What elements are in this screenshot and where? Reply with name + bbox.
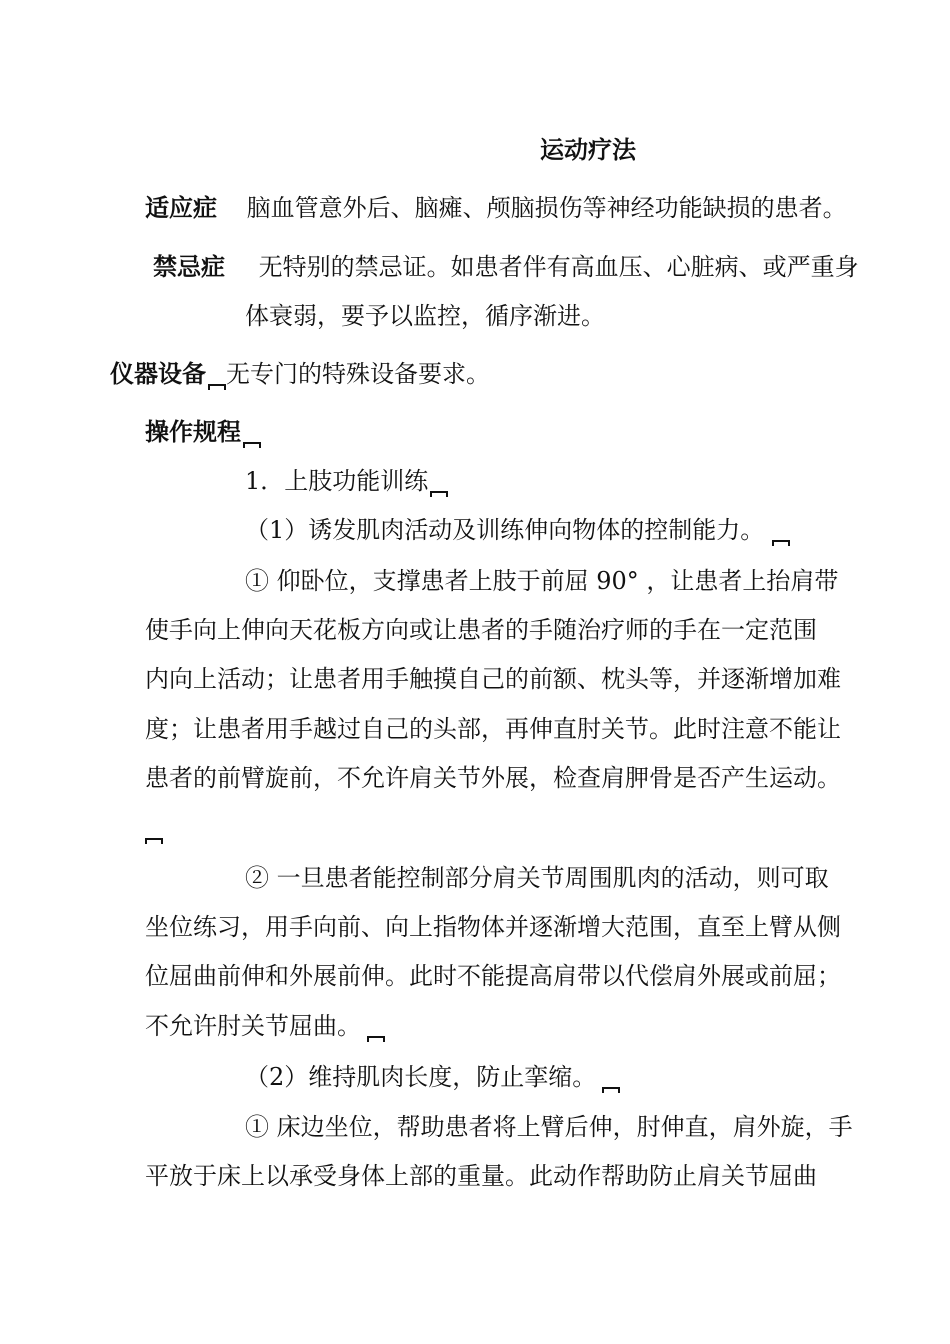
equipment-label: 仪器设备 [110,360,206,388]
item2-line: 位屈曲前伸和外展前伸。此时不能提高肩带以代偿肩外展或前屈； [145,962,841,990]
paragraph-mark-icon [145,838,163,844]
contraindications-text-cont: 体衰弱，要予以监控，循序渐进。 [245,302,605,330]
paragraph-mark-icon [602,1087,620,1093]
indications-label: 适应症 [145,194,217,222]
item1-line: 内向上活动；让患者用手触摸自己的前额、枕头等，并逐渐增加难 [145,665,841,693]
item1-line: 患者的前臂旋前，不允许肩关节外展，检查肩胛骨是否产生运动。 [145,764,841,792]
contraindications-text: 无特别的禁忌证。如患者伴有高血压、心脏病、或严重身 [258,253,859,281]
section-heading [245,465,448,497]
indications-text: 脑血管意外后、脑瘫、颅脑损伤等神经功能缺损的患者。 [246,194,847,222]
indications-row [145,192,847,224]
subsection-heading-2-text: （2）维持肌肉长度，防止挛缩。 [245,1063,597,1091]
item1-line: 度；让患者用手越过自己的头部，再伸直肘关节。此时注意不能让 [145,715,841,743]
item1-end [145,812,163,844]
contraindications-row [153,251,859,283]
page-title: 运动疗法 [540,136,636,164]
item2-line: 不允许肘关节屈曲。 [145,1012,361,1040]
procedure-row [145,416,261,448]
paragraph-mark-icon [430,491,448,497]
item2-last-line [145,1010,385,1042]
subsection-heading-1 [245,514,790,546]
item1-line: 使手向上伸向天花板方向或让患者的手随治疗师的手在一定范围 [145,616,817,644]
paragraph-mark-icon [367,1036,385,1042]
item1-line: ① 仰卧位，支撑患者上肢于前屈 90° ，让患者上抬肩带 [245,567,839,595]
equipment-text: 无专门的特殊设备要求。 [226,360,490,388]
contraindications-label: 禁忌症 [153,253,225,281]
procedure-label: 操作规程 [145,418,241,446]
section-heading-text: 1．上肢功能训练 [245,467,429,495]
item2-line: ② 一旦患者能控制部分肩关节周围肌肉的活动，则可取 [245,864,829,892]
item3-line: ① 床边坐位，帮助患者将上臂后伸，肘伸直，肩外旋，手 [245,1113,853,1141]
subsection-heading-1-text: （1）诱发肌肉活动及训练伸向物体的控制能力。 [245,516,765,544]
item2-line: 坐位练习，用手向前、向上指物体并逐渐增大范围，直至上臂从侧 [145,913,841,941]
paragraph-mark-icon [243,442,261,448]
equipment-row [110,358,490,390]
paragraph-mark-icon [208,384,226,390]
subsection-heading-2 [245,1061,620,1093]
item3-line: 平放于床上以承受身体上部的重量。此动作帮助防止肩关节屈曲 [145,1162,817,1190]
paragraph-mark-icon [772,540,790,546]
